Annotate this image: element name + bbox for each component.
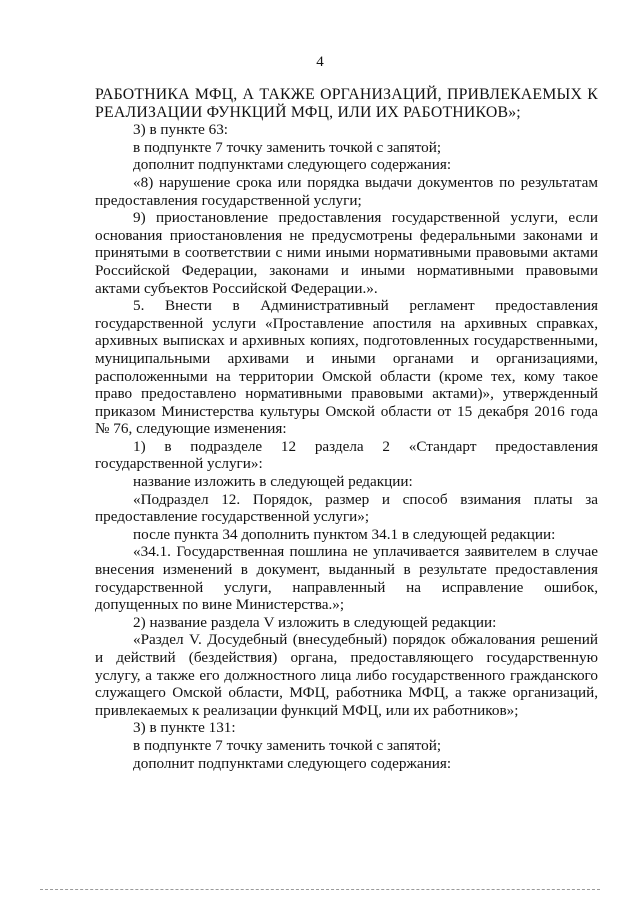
paragraph: «Раздел V. Досудебный (внесудебный) порядок обжалования решений и действий (бездействия) органа, предоставляющего государственную услугу, а также его должностного лица либо государственного гражданского служащего Омской области, МФЦ, работника МФЦ, а также организаций, привлекаемых к реализации функций МФЦ, или их работников»; xyxy=(95,631,598,719)
paragraph: название изложить в следующей редакции: xyxy=(133,473,413,491)
paragraph: дополнит подпунктами следующего содержания: xyxy=(133,754,452,772)
paragraph: 2) название раздела V изложить в следующей редакции: xyxy=(133,613,497,631)
page-number: 4 xyxy=(316,54,324,70)
paragraph: «34.1. Государственная пошлина не уплачивается заявителем в случае внесения изменений в документ, выданный в результате предоставления государственной услуги, направленный на исправление ошибок, допущенных по вине Министерства.»; xyxy=(95,543,598,614)
paragraph: в подпункте 7 точку заменить точкой с запятой; xyxy=(133,138,442,156)
paragraph: «8) нарушение срока или порядка выдачи документов по результатам предоставления государственной услуги; xyxy=(95,173,598,209)
document-body xyxy=(95,86,598,772)
paragraph: 9) приостановление предоставления государственной услуги, если основания приостановления не предусмотрены федеральными законами и принятыми в соответствии с ними иными нормативными правовыми актами Российской Федерации, законами и иными нормативными правовыми актами субъектов Российской Федерации.». xyxy=(95,209,598,297)
paragraph: 1) в подразделе 12 раздела 2 «Стандарт предоставления государственной услуги»: xyxy=(95,437,598,473)
paragraph: дополнит подпунктами следующего содержания: xyxy=(133,156,452,174)
scan-edge-rule xyxy=(40,889,600,890)
paragraph: после пункта 34 дополнить пунктом 34.1 в следующей редакции: xyxy=(133,525,556,543)
paragraph: в подпункте 7 точку заменить точкой с запятой; xyxy=(133,736,442,754)
paragraph: 5. Внести в Административный регламент предоставления государственной услуги «Проставление апостиля на архивных справках, архивных выписках и архивных копиях, подготовленных государственными, муниципальными архивами и иными органами и организациями, расположенными на территории Омской области (кроме тех, кому такое право предоставлено нормативными правовыми актами)», утвержденный приказом Министерства культуры Омской области от 15 декабря 2016 года № 76, следующие изменения: xyxy=(95,297,598,438)
paragraph: «Подраздел 12. Порядок, размер и способ взимания платы за предоставление государственной услуги»; xyxy=(95,490,598,526)
paragraph: 3) в пункте 131: xyxy=(133,719,236,737)
paragraph: 3) в пункте 63: xyxy=(133,121,229,139)
paragraph-heading-continuation: РАБОТНИКА МФЦ, А ТАКЖЕ ОРГАНИЗАЦИЙ, ПРИВЛЕКАЕМЫХ К РЕАЛИЗАЦИИ ФУНКЦИЙ МФЦ, ИЛИ ИХ РАБОТНИКОВ»; xyxy=(95,86,598,121)
